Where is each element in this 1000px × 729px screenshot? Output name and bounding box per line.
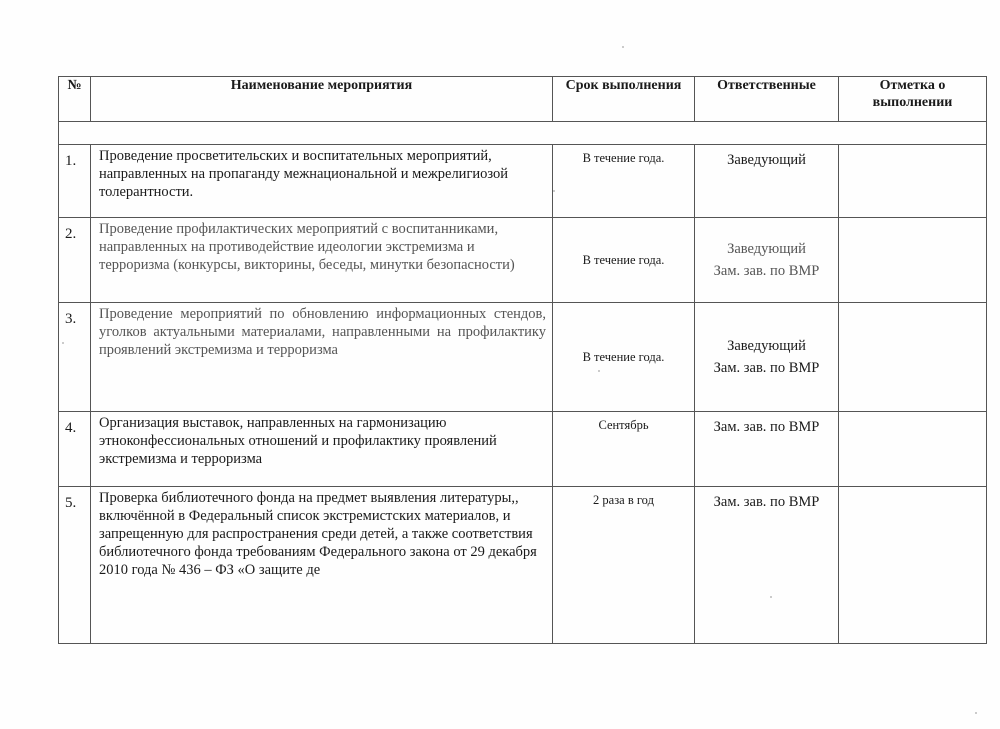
table-row [59, 218, 987, 303]
row-num: 4. [59, 412, 91, 487]
header-name: Наименование мероприятия [91, 77, 553, 122]
table-header-row [59, 77, 987, 122]
row-responsible [695, 487, 839, 644]
row-num: 2. [59, 218, 91, 303]
activities-table [58, 76, 987, 644]
row-responsible [695, 218, 839, 303]
row-responsible [695, 303, 839, 412]
table-row [59, 487, 987, 644]
row-term: В течение года. [553, 218, 695, 303]
responsible-line: Зам. зав. по ВМР [713, 360, 820, 376]
responsible-line: Зам. зав. по ВМР [713, 419, 820, 435]
row-term: Сентябрь [553, 412, 695, 487]
table-row [59, 145, 987, 218]
row-term: 2 раза в год [553, 487, 695, 644]
row-mark [839, 303, 987, 412]
header-responsible: Ответственные [695, 77, 839, 122]
row-name: Организация выставок, направленных на гармонизацию этноконфессиональных отношений и профилактику проявлений экстремизма и терроризма [91, 412, 553, 487]
responsible-line: Заведующий [727, 152, 806, 168]
row-name: Проведение просветительских и воспитательных мероприятий, направленных на пропаганду межнациональной и межрелигиозой толерантности. [91, 145, 553, 218]
row-num: 3. [59, 303, 91, 412]
header-num: № [59, 77, 91, 122]
row-num: 1. [59, 145, 91, 218]
scan-speck [975, 712, 977, 714]
row-term: В течение года. [553, 145, 695, 218]
row-num: 5. [59, 487, 91, 644]
responsible-line: Заведующий [727, 241, 806, 257]
table-row [59, 412, 987, 487]
spacer-cell [59, 122, 987, 145]
responsible-line: Зам. зав. по ВМР [713, 494, 820, 510]
responsible-line: Зам. зав. по ВМР [713, 263, 820, 279]
responsible-line: Заведующий [727, 338, 806, 354]
row-term: В течение года. [553, 303, 695, 412]
scan-speck [622, 46, 624, 48]
row-name: Проведение профилактических мероприятий с воспитанниками, направленных на противодействие идеологии экстремизма и терроризма (конкурсы, викторины, беседы, минутки безопасности) [91, 218, 553, 303]
row-mark [839, 412, 987, 487]
table-spacer-row [59, 122, 987, 145]
row-name: Проведение мероприятий по обновлению информационных стендов, уголков актуальными материалами, направленными на профилактику проявлений экстремизма и терроризма [91, 303, 553, 412]
row-mark [839, 487, 987, 644]
row-mark [839, 145, 987, 218]
row-responsible [695, 145, 839, 218]
header-mark: Отметка о выполнении [839, 77, 987, 122]
header-term: Срок выполнения [553, 77, 695, 122]
table-row [59, 303, 987, 412]
row-mark [839, 218, 987, 303]
row-responsible [695, 412, 839, 487]
row-name: Проверка библиотечного фонда на предмет выявления литературы,, включённой в Федеральный список экстремистских материалов, и запрещенную для распространения среди детей, а также соответствия библиотечного фонда требованиям Федерального закона от 29 декабря 2010 года № 436 – ФЗ «О защите де [91, 487, 553, 644]
